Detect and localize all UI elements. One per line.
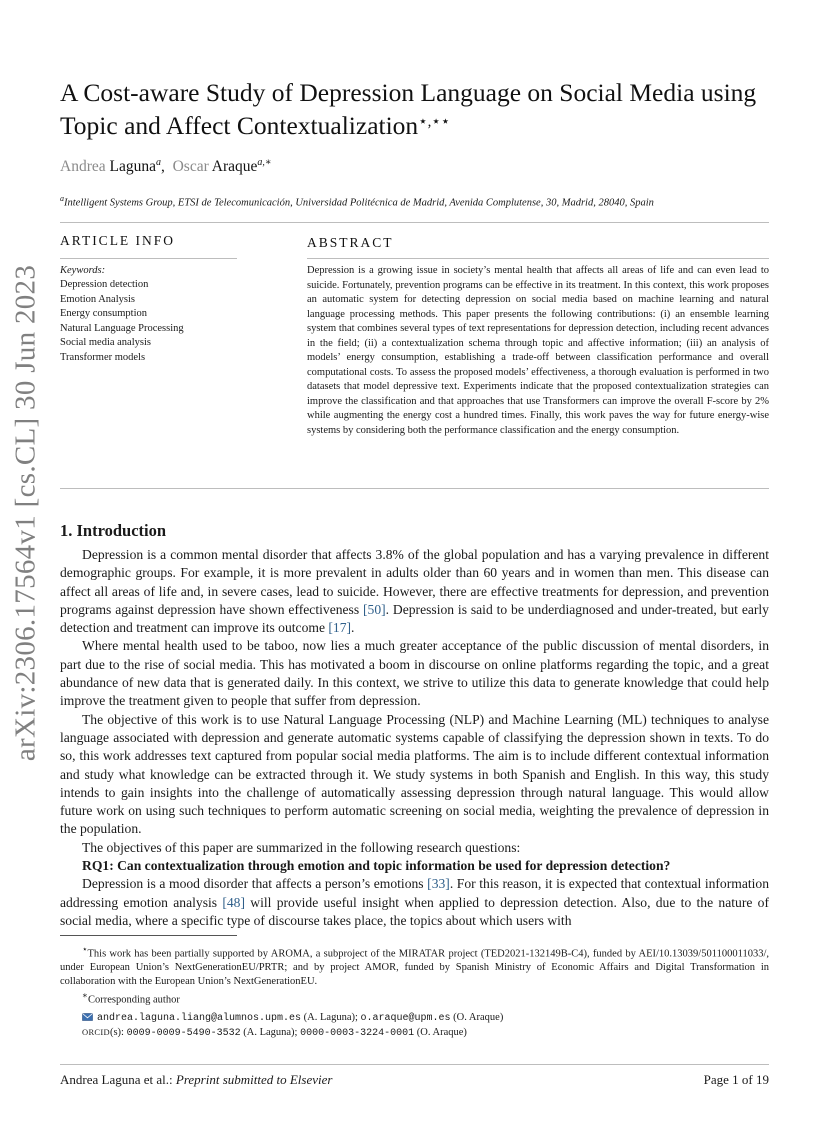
citation-link[interactable]: [33]: [427, 876, 450, 892]
affiliation-mark: a: [60, 194, 64, 203]
paper-title: [60, 76, 780, 142]
author-list: Andrea Laguna$^a$, Oscar Araque$^{a,∗}$: [60, 157, 272, 176]
paper-title-text: A Cost-aware Study of Depression Language on Social Media using Topic and Affect Contextualization: [60, 78, 757, 140]
keyword-item: Transformer models: [60, 351, 146, 363]
research-question: RQ1: Can contextualization through emotion and topic information be used for depression detection?: [82, 858, 671, 874]
citation-link[interactable]: [17]: [328, 620, 352, 636]
footnote-rule: [60, 935, 237, 936]
paragraph: Depression is a mood disorder that affects a person’s emotions [33]. For this reason, it is expected that contextual information addressing emotion analysis [48] will provide useful insight when applied to depression detection. Also, due to the nature of social media, where a specific type of discourse takes place, the topics about which users with: [60, 876, 769, 928]
abstract-text: Depression is a growing issue in society’s mental health that affects all areas of life and can even lead to suicide. Fortunately, prevention programs can be effective in its treatment. In this context, this work proposes an automatic system for detecting depression on social media based on machine learning and natural language processing methods. This paper presents the following contributions: (i) an ensemble learning system that combines several types of text representations for depression detection, including recent advances in the field; (ii) a contextualization schema through topic and affective information; (iii) an analysis of models’ energy consumption, establishing a trade-off between classification performance and overall computational costs. To assess the proposed models’ effectiveness, a thorough evaluation is performed in two datasets that model depressive text. Experiments indicate that the proposed contextualization strategies can improve the classification and that approaches that use Transformers can improve the overall F-score by 2% while augmenting the energy cost a hundred times. Finally, this work paves the way for future energy-wise systems by considering both the performance classification and the energy consumption.: [307, 265, 769, 436]
section-heading-introduction: 1. Introduction: [60, 521, 167, 540]
arxiv-stamp: [7, 248, 45, 778]
email-link[interactable]: o.araque@upm.es: [360, 1012, 451, 1024]
footnotes: [60, 943, 769, 1040]
orcid-link[interactable]: 0000-0003-3224-0001: [300, 1027, 415, 1039]
footer-running-head: Andrea Laguna et al.: Preprint submitted to Elsevier: [60, 1072, 333, 1087]
orcid-link[interactable]: 0009-0009-5490-3532: [126, 1027, 241, 1039]
keywords-list: [60, 278, 184, 366]
author-first-name: Oscar: [172, 158, 209, 176]
abstract-heading: ABSTRACT: [307, 235, 394, 250]
email-link[interactable]: andrea.laguna.liang@alumnos.upm.es: [97, 1012, 302, 1024]
paragraph: Where mental health used to be taboo, now lies a much greater acceptance of the public discussion of mental disorders, in part due to the rise of social media. This has motivated a boom in discourse on online platforms regarding the topic, and a great abundance of new data that is generated daily. In this context, we strive to utilize this data to generate knowledge that could help improve the treatment given to people that suffer from depression.: [60, 638, 769, 709]
footer-rule: [60, 1064, 769, 1065]
paragraph: The objective of this work is to use Natural Language Processing (NLP) and Machine Learning (ML) techniques to analyse language associated with depression and generate automatic systems capable of classifying the depression shown in texts. To do so, this work addresses text captured from popular social media platforms. The aim is to include different contextual information and study what knowledge can be extracted through it. We study systems in both Spanish and English. In this way, this study intends to gain insights into the challenge of automatically assessing depression through natural language. This would allow future work on using such techniques to perform automatic screening on social media, weighting the prevalence of depression in the population.: [60, 711, 769, 837]
article-info-rule: [60, 258, 237, 259]
author-first-name: Andrea: [60, 158, 106, 176]
keyword-item: Natural Language Processing: [60, 322, 184, 334]
paragraph: Depression is a common mental disorder that affects 3.8% of the global population and has a varying prevalence in different demographic groups. For example, it is more prevalent in adults older than 60 years and in women than men. This disease can affect all areas of life and, in severe cases, lead to suicide. However, there are effective treatments for depression, and prevention programs against depression have shown effectiveness [50]. Depression is said to be underdiagnosed and under-treated, but early detection and treatment can improve its outcome [17].: [60, 547, 769, 636]
arxiv-id: arXiv:2306.17564v1 [cs.CL] 30 Jun 2023: [9, 264, 42, 762]
author-last-name: Araque: [211, 158, 258, 176]
page-number: Page 1 of 19: [703, 1072, 769, 1087]
author-affil-mark: a: [155, 157, 161, 168]
paragraph: The objectives of this paper are summarized in the following research questions:: [82, 839, 521, 855]
title-footnote-marks: ⋆,⋆⋆: [418, 114, 451, 130]
corresponding-author-note: ∗Corresponding author: [82, 990, 180, 1006]
abstract-rule: [307, 258, 769, 259]
affiliation-text: Intelligent Systems Group, ETSI de Telecomunicación, Universidad Politécnica de Madrid, Avenida Complutense, 30, Madrid, 28040, Spain: [64, 197, 654, 209]
email-line: andrea.laguna.liang@alumnos.upm.es (A. Laguna); o.araque@upm.es (O. Araque): [60, 1011, 769, 1026]
funding-footnote: ⋆This work has been partially supported by AROMA, a subproject of the MIRATAR project (TED2021-132149B-C4), funded by AEI/10.13039/501100011033/, under European Union’s NextGenerationEU/PRTR; and by project AMOR, funded by Spanish Ministry of Economic Affairs and Digital Transformation in collaboration with the European Union’s NextGenerationEU.: [60, 944, 769, 988]
citation-link[interactable]: [50]: [363, 601, 386, 617]
author-affil-mark: a,∗: [257, 157, 272, 168]
header-rule: [60, 222, 769, 223]
citation-link[interactable]: [48]: [222, 894, 245, 910]
keywords-label: Keywords:: [60, 265, 106, 276]
abstract-bottom-rule: [60, 488, 769, 489]
intro-body: [60, 546, 769, 930]
keyword-item: Emotion Analysis: [60, 293, 135, 305]
keyword-item: Social media analysis: [60, 337, 151, 349]
orcid-line: ORCID(s): 0009-0009-5490-3532 (A. Laguna); 0000-0003-3224-0001 (O. Araque): [82, 1026, 467, 1039]
author-last-name: Laguna: [109, 158, 156, 176]
envelope-icon: [82, 1013, 93, 1021]
article-info-heading: ARTICLE INFO: [60, 233, 176, 248]
affiliation: [60, 194, 780, 209]
keyword-item: Depression detection: [60, 279, 149, 290]
keyword-item: Energy consumption: [60, 308, 148, 320]
